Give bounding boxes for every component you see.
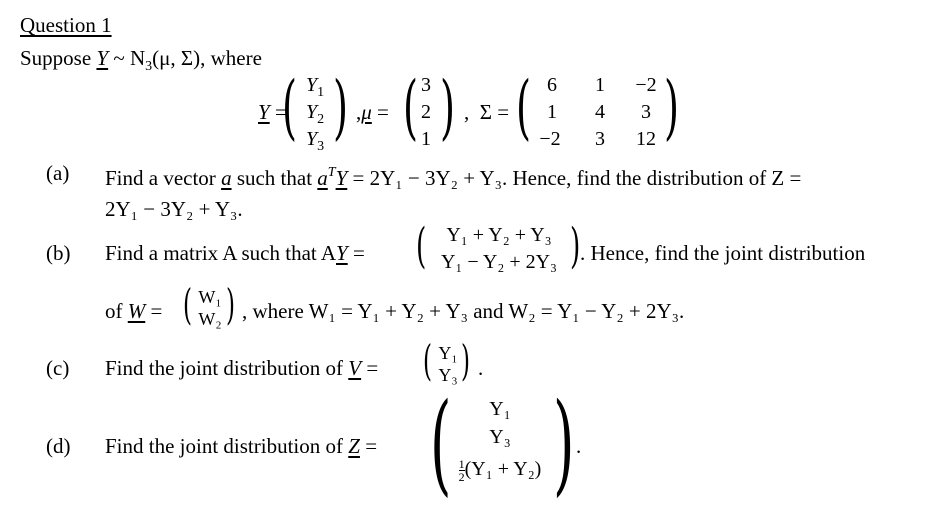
Z-entry-2: Y₃ <box>489 426 511 448</box>
b-row-1: Y₁ + Y₂ + Y₃ <box>446 224 552 246</box>
Y-entry-1: $Y_1$ <box>305 74 325 100</box>
mu-entry-2: 2 <box>421 101 431 123</box>
part-d-text: Find the joint distribution of Z = <box>105 434 378 458</box>
part-d-period: . <box>576 434 582 458</box>
part-b-line2-pre: of W = <box>105 299 163 323</box>
one-half-fraction: $\frac{1}{2}$ <box>458 457 465 484</box>
V-entry-1: Y₁ <box>438 343 458 363</box>
W-right-paren: ) <box>226 280 236 329</box>
mu-entry-1: 3 <box>421 74 431 96</box>
part-c-text: Find the joint distribution of V = <box>105 356 379 380</box>
Z-right-paren: ) <box>553 379 575 507</box>
Y-right-paren: ) <box>333 66 349 148</box>
Y-entry-2: $Y_2$ <box>305 101 325 127</box>
part-d-label: (d) <box>46 434 71 458</box>
Z-entry-3: $\frac{1}{2}$ (Y₁ + Y₂) <box>458 457 542 484</box>
sigma-cell-1-3: −2 <box>635 74 657 96</box>
part-a-label: (a) <box>46 161 70 185</box>
W-entry-1: W₁ <box>198 287 222 307</box>
def-sigma-label: , Σ = <box>464 100 510 124</box>
sigma-right-paren: ) <box>664 66 680 148</box>
sigma-cell-1-1: 6 <box>547 74 557 96</box>
intro-vector: Y <box>96 46 109 70</box>
mu-entry-3: 1 <box>421 128 431 150</box>
part-b-label: (b) <box>46 241 71 265</box>
part-a-line1: Find a vector a such that $a^TY = 2Y_1 - 3Y_2 + Y_3$. Hence, find the distribution of Z = <box>105 165 802 190</box>
Y-left-paren: ( <box>282 66 298 148</box>
b-row-2: Y₁ − Y₂ + 2Y₃ <box>440 251 558 273</box>
sigma-cell-3-3: 12 <box>636 128 656 150</box>
mu-left-paren: ( <box>403 66 419 148</box>
sigma-cell-2-3: 3 <box>641 101 651 123</box>
Z-left-paren: ( <box>430 379 452 507</box>
Z-entry-1: Y₁ <box>489 398 511 420</box>
mu-right-paren: ) <box>440 66 456 148</box>
question-title: Question 1 <box>20 13 112 37</box>
sigma-cell-3-1: −2 <box>539 128 561 150</box>
intro-prefix: Suppose <box>20 46 97 70</box>
part-b-text-post: . Hence, find the joint distribution <box>580 241 866 265</box>
V-entry-2: Y₃ <box>438 365 458 385</box>
part-c-label: (c) <box>46 356 70 380</box>
intro-dim: 3 <box>145 59 153 74</box>
def-mu-label: ,μ = <box>356 100 389 124</box>
sigma-cell-3-2: 3 <box>595 128 605 150</box>
b-right-paren: ) <box>570 218 581 274</box>
W-left-paren: ( <box>183 280 193 329</box>
sigma-left-paren: ( <box>516 66 532 148</box>
part-b-line2-post: , where W₁ = Y₁ + Y₂ + Y₃ and W₂ = Y₁ − Y₂ + 2Y₃. <box>242 299 685 323</box>
V-right-paren: ) <box>461 336 471 385</box>
intro-dist: ~ N <box>108 46 146 70</box>
part-c-period: . <box>478 356 484 380</box>
sigma-cell-2-1: 1 <box>547 101 557 123</box>
W-entry-2: W₂ <box>198 309 222 329</box>
b-left-paren: ( <box>416 218 427 274</box>
Y-entry-3: $Y_3$ <box>305 128 325 154</box>
def-Y-label: Y = <box>258 100 287 124</box>
sigma-cell-2-2: 4 <box>595 101 605 123</box>
intro-params: (μ, Σ), where <box>152 46 262 70</box>
intro-line <box>20 45 262 80</box>
part-a-line2: 2Y₁ − 3Y₂ + Y₃. <box>105 197 243 221</box>
V-left-paren: ( <box>423 336 433 385</box>
sigma-cell-1-2: 1 <box>595 74 605 96</box>
part-b-text-pre: Find a matrix A such that AY = <box>105 241 365 265</box>
